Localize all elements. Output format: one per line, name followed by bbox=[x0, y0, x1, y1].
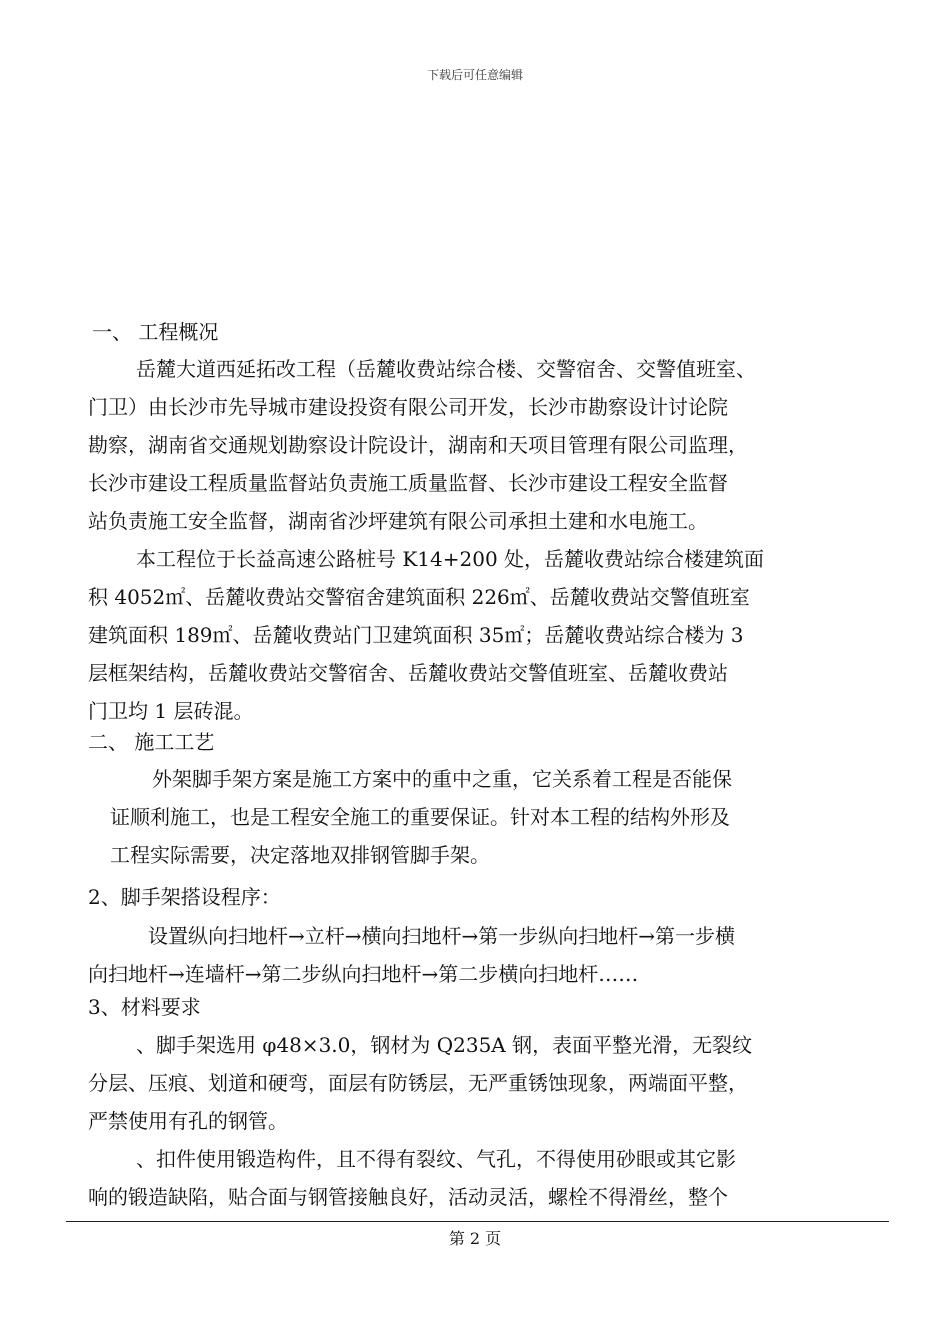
paragraph-line: 设置纵向扫地杆→立杆→横向扫地杆→第一步纵向扫地杆→第一步横 bbox=[148, 924, 736, 948]
paragraph-line: 向扫地杆→连墙杆→第二步纵向扫地杆→第二步横向扫地杆…… bbox=[88, 962, 639, 986]
subsection-heading-material-requirements: 3、材料要求 bbox=[88, 995, 201, 1019]
paragraph-line: 门卫均 1 层砖混。 bbox=[88, 699, 254, 723]
paragraph-line: 门卫）由长沙市先导城市建设投资有限公司开发，长沙市勘察设计讨论院 bbox=[88, 395, 728, 419]
subsection-heading-scaffold-procedure: 2、脚手架搭设程序： bbox=[88, 885, 281, 909]
paragraph-line: 岳麓大道西延拓改工程（岳麓收费站综合楼、交警宿舍、交警值班室、 bbox=[136, 357, 756, 381]
paragraph-line: 响的锻造缺陷，贴合面与钢管接触良好，活动灵活，螺栓不得滑丝，整个 bbox=[88, 1185, 728, 1209]
page-number: 第 2 页 bbox=[448, 1229, 502, 1248]
footer-divider bbox=[66, 1221, 889, 1222]
paragraph-line: 勘察，湖南省交通规划勘察设计院设计，湖南和天项目管理有限公司监理， bbox=[88, 433, 748, 457]
paragraph-line: 长沙市建设工程质量监督站负责施工质量监督、长沙市建设工程安全监督 bbox=[88, 471, 728, 495]
section-heading-overview: 一、 工程概况 bbox=[92, 320, 219, 344]
paragraph-line: 建筑面积 189㎡、岳麓收费站门卫建筑面积 35㎡；岳麓收费站综合楼为 3 bbox=[88, 623, 744, 647]
paragraph-line: 工程实际需要，决定落地双排钢管脚手架。 bbox=[110, 843, 490, 867]
paragraph-line: 本工程位于长益高速公路桩号 K14+200 处，岳麓收费站综合楼建筑面 bbox=[136, 547, 765, 571]
paragraph-line: 分层、压痕、划道和硬弯，面层有防锈层，无严重锈蚀现象，两端面平整， bbox=[88, 1071, 748, 1095]
paragraph-line: 、脚手架选用 φ48×3.0，钢材为 Q235A 钢，表面平整光滑，无裂纹 bbox=[136, 1033, 753, 1057]
paragraph-line: 外架脚手架方案是施工方案中的重中之重，它关系着工程是否能保 bbox=[152, 767, 732, 791]
paragraph-line: 、扣件使用锻造构件，且不得有裂纹、气孔，不得使用砂眼或其它影 bbox=[136, 1147, 736, 1171]
paragraph-line: 积 4052㎡、岳麓收费站交警宿舍建筑面积 226㎡、岳麓收费站交警值班室 bbox=[88, 585, 750, 609]
paragraph-line: 严禁使用有孔的钢管。 bbox=[88, 1109, 288, 1133]
header-note: 下载后可任意编辑 bbox=[426, 68, 523, 82]
section-heading-process: 二、 施工工艺 bbox=[88, 730, 215, 754]
paragraph-line: 站负责施工安全监督，湖南省沙坪建筑有限公司承担土建和水电施工。 bbox=[88, 509, 708, 533]
paragraph-line: 层框架结构，岳麓收费站交警宿舍、岳麓收费站交警值班室、岳麓收费站 bbox=[88, 661, 728, 685]
paragraph-line: 证顺利施工，也是工程安全施工的重要保证。针对本工程的结构外形及 bbox=[110, 805, 730, 829]
